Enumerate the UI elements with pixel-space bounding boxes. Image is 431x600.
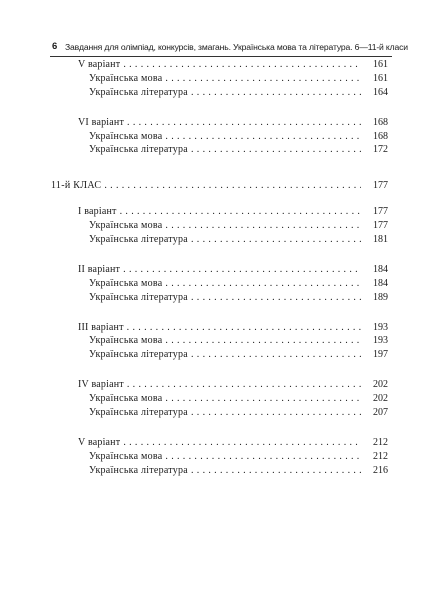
toc-entry-page: 161: [373, 72, 388, 84]
spacer: [78, 362, 388, 378]
dot-leader: [191, 86, 361, 100]
toc-entry-label: Українська література: [78, 406, 191, 420]
toc-entry-page: 216: [373, 464, 388, 476]
toc-entry-page: 193: [373, 335, 388, 347]
toc-entry-label: Українська література: [78, 464, 191, 478]
running-title: Завдання для олімпіад, конкурсів, змагань. Українська мова та література. 6—11-й класи: [65, 42, 408, 52]
toc-entry-page: 168: [373, 116, 388, 128]
dot-leader: [191, 464, 361, 478]
toc-entry-iii-lit[interactable]: [78, 348, 388, 362]
toc-entry-vi10-mova[interactable]: [78, 130, 388, 144]
toc-entry-vi-variant-10[interactable]: [78, 116, 388, 130]
toc-entry-label: VI варіант: [78, 116, 127, 130]
toc-entry-page: 212: [373, 436, 388, 448]
toc-entry-page: 168: [373, 130, 388, 142]
toc-entry-label: Українська література: [78, 86, 191, 100]
toc-entry-v-mova[interactable]: [78, 450, 388, 464]
spacer: [78, 305, 388, 321]
toc-entry-iii-variant[interactable]: [78, 321, 388, 335]
toc-entry-label: V варіант: [78, 436, 123, 450]
toc-entry-label: III варіант: [78, 321, 127, 335]
toc-entry-label: Українська література: [78, 291, 191, 305]
toc-entry-class-11[interactable]: [51, 179, 388, 193]
dot-leader: [165, 450, 361, 464]
toc-entry-page: 172: [373, 144, 388, 156]
toc-entry-v10-lit[interactable]: [78, 86, 388, 100]
toc-entry-label: Українська мова: [78, 130, 165, 144]
toc-entry-vi10-lit[interactable]: [78, 143, 388, 157]
toc-entry-label: Українська мова: [78, 450, 165, 464]
toc-entry-iv-lit[interactable]: [78, 406, 388, 420]
toc-entry-page: 212: [373, 450, 388, 462]
toc-entry-i-mova[interactable]: [78, 219, 388, 233]
dot-leader: [123, 436, 361, 450]
spacer: [78, 247, 388, 263]
toc-entry-ii-variant[interactable]: [78, 263, 388, 277]
toc-entry-page: 189: [373, 291, 388, 303]
toc-entry-i-variant[interactable]: [78, 205, 388, 219]
spacer: [78, 420, 388, 436]
toc-entry-label: IV варіант: [78, 378, 127, 392]
dot-leader: [120, 205, 361, 219]
spacer: [78, 193, 388, 205]
toc-entry-page: 193: [373, 321, 388, 333]
dot-leader: [165, 334, 361, 348]
dot-leader: [191, 348, 361, 362]
toc-entry-iii-mova[interactable]: [78, 334, 388, 348]
toc-entry-label: Українська мова: [78, 219, 165, 233]
toc-entry-label: Українська мова: [78, 72, 165, 86]
running-header: [52, 40, 408, 54]
toc-entry-label: 11-й КЛАС: [51, 179, 104, 193]
toc-entry-page: 197: [373, 349, 388, 361]
spacer: [78, 100, 388, 116]
dot-leader: [123, 263, 361, 277]
toc-entry-page: 184: [373, 277, 388, 289]
dot-leader: [165, 219, 361, 233]
toc-entry-label: I варіант: [78, 205, 120, 219]
dot-leader: [127, 378, 361, 392]
dot-leader: [165, 277, 361, 291]
page-number: 6: [52, 41, 58, 52]
toc-entry-label: V варіант: [78, 58, 123, 72]
toc-entry-label: Українська мова: [78, 392, 165, 406]
toc-entry-page: 181: [373, 234, 388, 246]
dot-leader: [127, 321, 361, 335]
dot-leader: [191, 291, 361, 305]
toc-entry-label: Українська література: [78, 233, 191, 247]
dot-leader: [191, 143, 361, 157]
toc-entry-ii-lit[interactable]: [78, 291, 388, 305]
dot-leader: [127, 116, 361, 130]
dot-leader: [165, 72, 361, 86]
toc-entry-label: Українська література: [78, 143, 191, 157]
dot-leader: [191, 233, 361, 247]
toc-entry-label: Українська мова: [78, 277, 165, 291]
dot-leader: [123, 58, 361, 72]
toc-entry-i-lit[interactable]: [78, 233, 388, 247]
dot-leader: [165, 392, 361, 406]
toc-entry-label: Українська мова: [78, 334, 165, 348]
toc-entry-label: II варіант: [78, 263, 123, 277]
toc-entry-page: 164: [373, 86, 388, 98]
dot-leader: [165, 130, 361, 144]
spacer: [78, 157, 388, 179]
toc-entry-page: 202: [373, 393, 388, 405]
toc-entry-v-variant-10[interactable]: [78, 58, 388, 72]
toc-entry-page: 202: [373, 379, 388, 391]
toc-entry-label: Українська література: [78, 348, 191, 362]
toc-entry-v-variant[interactable]: [78, 436, 388, 450]
dot-leader: [191, 406, 361, 420]
header-rule: [50, 56, 392, 57]
toc-entry-v10-mova[interactable]: [78, 72, 388, 86]
toc-entry-page: 184: [373, 263, 388, 275]
toc-entry-page: 207: [373, 407, 388, 419]
dot-leader: [104, 179, 361, 193]
toc-entry-ii-mova[interactable]: [78, 277, 388, 291]
toc-entry-iv-mova[interactable]: [78, 392, 388, 406]
toc-entry-page: 177: [373, 220, 388, 232]
toc-entry-page: 177: [373, 180, 388, 192]
toc-entry-page: 177: [373, 206, 388, 218]
toc-entry-v-lit[interactable]: [78, 464, 388, 478]
toc-entry-page: 161: [373, 59, 388, 70]
toc-entry-iv-variant[interactable]: [78, 378, 388, 392]
table-of-contents: [51, 58, 388, 478]
